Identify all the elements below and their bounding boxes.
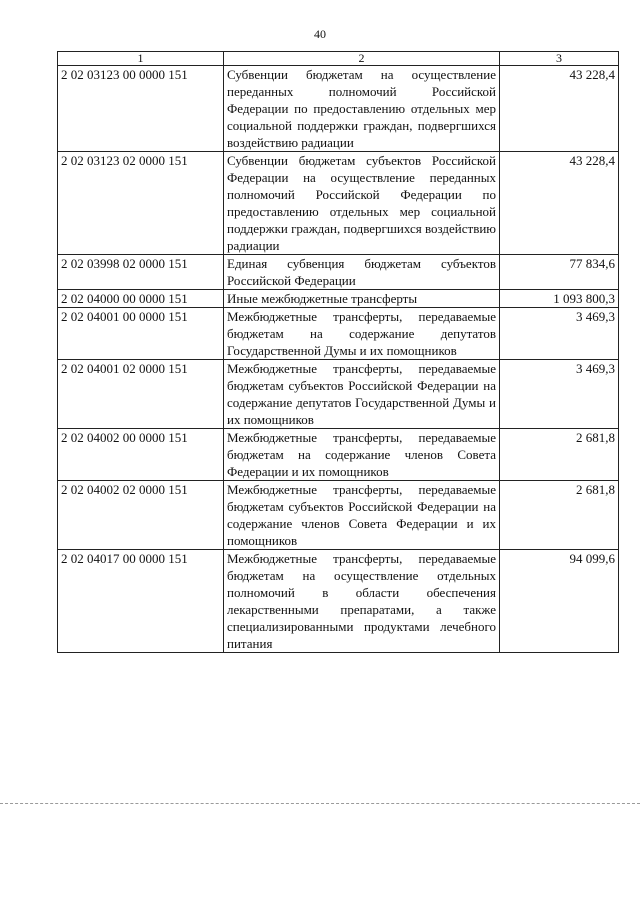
budget-table — [57, 51, 619, 653]
row-code: 2 02 04001 00 0000 151 — [58, 308, 224, 360]
table-row — [58, 429, 619, 481]
row-name: Межбюджетные трансферты, передаваемые бюджетам субъектов Российской Федерации на содержание членов Совета Федерации и их помощников — [224, 481, 500, 550]
table-row — [58, 481, 619, 550]
row-amount: 77 834,6 — [500, 255, 619, 290]
column-header-code: 1 — [58, 52, 224, 66]
row-code: 2 02 04017 00 0000 151 — [58, 550, 224, 653]
row-name: Межбюджетные трансферты, передаваемые бюджетам на осуществление отдельных полномочий в области обеспечения лекарственными препаратами, а также специализированными продуктами лечебного питания — [224, 550, 500, 653]
row-name: Субвенции бюджетам субъектов Российской Федерации на осуществление переданных полномочий Российской Федерации по предоставлению отдельных мер социальной поддержки граждан, подвергшихся воздействию радиации — [224, 152, 500, 255]
row-amount: 3 469,3 — [500, 360, 619, 429]
row-name: Единая субвенция бюджетам субъектов Российской Федерации — [224, 255, 500, 290]
row-amount: 43 228,4 — [500, 152, 619, 255]
row-amount: 2 681,8 — [500, 429, 619, 481]
row-name: Межбюджетные трансферты, передаваемые бюджетам на содержание членов Совета Федерации и их помощников — [224, 429, 500, 481]
row-code: 2 02 03123 00 0000 151 — [58, 66, 224, 152]
row-name: Субвенции бюджетам на осуществление переданных полномочий Российской Федерации по предоставлению отдельных мер социальной поддержки граждан, подвергшихся воздействию радиации — [224, 66, 500, 152]
row-amount: 43 228,4 — [500, 66, 619, 152]
table-row — [58, 66, 619, 152]
column-header-amount: 3 — [500, 52, 619, 66]
row-name: Межбюджетные трансферты, передаваемые бюджетам субъектов Российской Федерации на содержание депутатов Государственной Думы и их помощников — [224, 360, 500, 429]
page-number: 40 — [314, 27, 326, 41]
row-name: Иные межбюджетные трансферты — [224, 290, 500, 308]
table-row — [58, 152, 619, 255]
row-code: 2 02 04000 00 0000 151 — [58, 290, 224, 308]
row-name: Межбюджетные трансферты, передаваемые бюджетам на содержание депутатов Государственной Думы и их помощников — [224, 308, 500, 360]
table-header-row — [58, 52, 619, 66]
row-code: 2 02 03123 02 0000 151 — [58, 152, 224, 255]
row-amount: 2 681,8 — [500, 481, 619, 550]
table-row — [58, 290, 619, 308]
table-row — [58, 550, 619, 653]
row-code: 2 02 03998 02 0000 151 — [58, 255, 224, 290]
table-row — [58, 360, 619, 429]
row-code: 2 02 04001 02 0000 151 — [58, 360, 224, 429]
column-header-name: 2 — [224, 52, 500, 66]
table-row — [58, 308, 619, 360]
scan-divider — [0, 803, 640, 804]
row-code: 2 02 04002 02 0000 151 — [58, 481, 224, 550]
table-row — [58, 255, 619, 290]
row-amount: 3 469,3 — [500, 308, 619, 360]
row-code: 2 02 04002 00 0000 151 — [58, 429, 224, 481]
row-amount: 94 099,6 — [500, 550, 619, 653]
row-amount: 1 093 800,3 — [500, 290, 619, 308]
